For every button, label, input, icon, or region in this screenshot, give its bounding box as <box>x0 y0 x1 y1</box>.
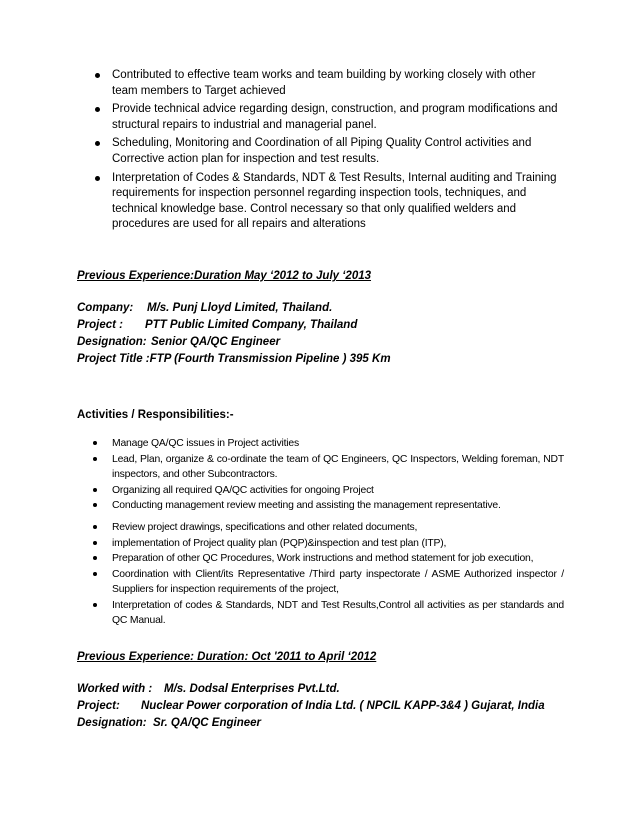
activities-list-2 <box>0 520 638 629</box>
bullet-icon <box>93 457 97 461</box>
designation-value: Senior QA/QC Engineer <box>151 336 281 348</box>
worked-with-line <box>77 683 340 695</box>
list-item: Provide technical advice regarding design, construction, and program modifications and structural repairs to industrial and managerial panel. <box>0 102 638 133</box>
project-value: PTT Public Limited Company, Thailand <box>145 319 358 331</box>
project-title-value: FTP (Fourth Transmission Pipeline ) 395 Km <box>149 353 391 365</box>
experience-heading-2: Previous Experience: Duration: Oct '2011 to April ‘2012 <box>77 651 377 663</box>
list-item: Interpretation of codes & Standards, NDT and Test Results,Control all activities as per standards and QC Manual. <box>0 598 638 629</box>
company-value: M/s. Punj Lloyd Limited, Thailand. <box>147 302 333 314</box>
designation-label: Designation: <box>77 336 147 348</box>
bullet-icon <box>93 603 97 607</box>
designation-value-2: Sr. QA/QC Engineer <box>153 717 261 729</box>
bullet-icon <box>93 488 97 492</box>
list-item: Scheduling, Monitoring and Coordination of all Piping Quality Control activities and Corrective action plan for inspection and test results. <box>0 136 638 167</box>
project-line-2 <box>77 700 545 712</box>
project-title-line <box>77 353 391 365</box>
designation-label-2: Designation: <box>77 717 147 729</box>
list-item: Review project drawings, specifications and other related documents, <box>0 520 638 536</box>
designation-line <box>77 336 280 348</box>
project-title-label: Project Title : <box>77 353 150 365</box>
list-item: Manage QA/QC issues in Project activities <box>0 436 638 452</box>
list-item: Interpretation of Codes & Standards, NDT & Test Results, Internal auditing and Training requirements for inspection personnel regarding inspection tools, techniques, and technical knowledge base. Control necessary so that only qualified welders and procedures are used for all repairs and alterations <box>0 171 638 233</box>
list-item: Coordination with Client/its Representative /Third party inspectorate / ASME Authorized inspector / Suppliers for inspection requirements of the project, <box>0 567 638 598</box>
list-item: Contributed to effective team works and team building by working closely with other team members to Target achieved <box>0 68 638 99</box>
bullet-icon <box>95 141 100 146</box>
bullet-icon <box>93 541 97 545</box>
bullet-icon <box>93 525 97 529</box>
company-label: Company: <box>77 302 134 314</box>
list-item: Preparation of other QC Procedures, Work instructions and method statement for job execution, <box>0 551 638 567</box>
list-item: Organizing all required QA/QC activities for ongoing Project <box>0 483 638 499</box>
project-value-2: Nuclear Power corporation of India Ltd. ( NPCIL KAPP-3&4 ) Gujarat, India <box>141 700 545 712</box>
designation-line-2 <box>77 717 261 729</box>
company-line <box>77 302 332 314</box>
list-item: implementation of Project quality plan (PQP)&inspection and test plan (ITP), <box>0 536 638 552</box>
list-item: Lead, Plan, organize & co-ordinate the team of QC Engineers, QC Inspectors, Welding foreman, NDT inspectors, and other Subcontractors. <box>0 452 638 483</box>
project-label: Project : <box>77 319 124 331</box>
bullet-icon <box>93 556 97 560</box>
bullet-icon <box>93 572 97 576</box>
activities-heading: Activities / Responsibilities:- <box>77 409 234 421</box>
project-label-2: Project: <box>77 700 120 712</box>
bullet-icon <box>93 503 97 507</box>
bullet-icon <box>93 441 97 445</box>
experience-heading-1: Previous Experience:Duration May ‘2012 to July ‘2013 <box>77 270 372 282</box>
responsibilities-list-top <box>0 68 638 236</box>
list-item: Conducting management review meeting and assisting the management representative. <box>0 498 638 514</box>
worked-with-value: M/s. Dodsal Enterprises Pvt.Ltd. <box>164 683 340 695</box>
project-line <box>77 319 357 331</box>
activities-list-1 <box>0 436 638 514</box>
bullet-icon <box>95 176 100 181</box>
worked-with-label: Worked with : <box>77 683 153 695</box>
bullet-icon <box>95 73 100 78</box>
bullet-icon <box>95 107 100 112</box>
